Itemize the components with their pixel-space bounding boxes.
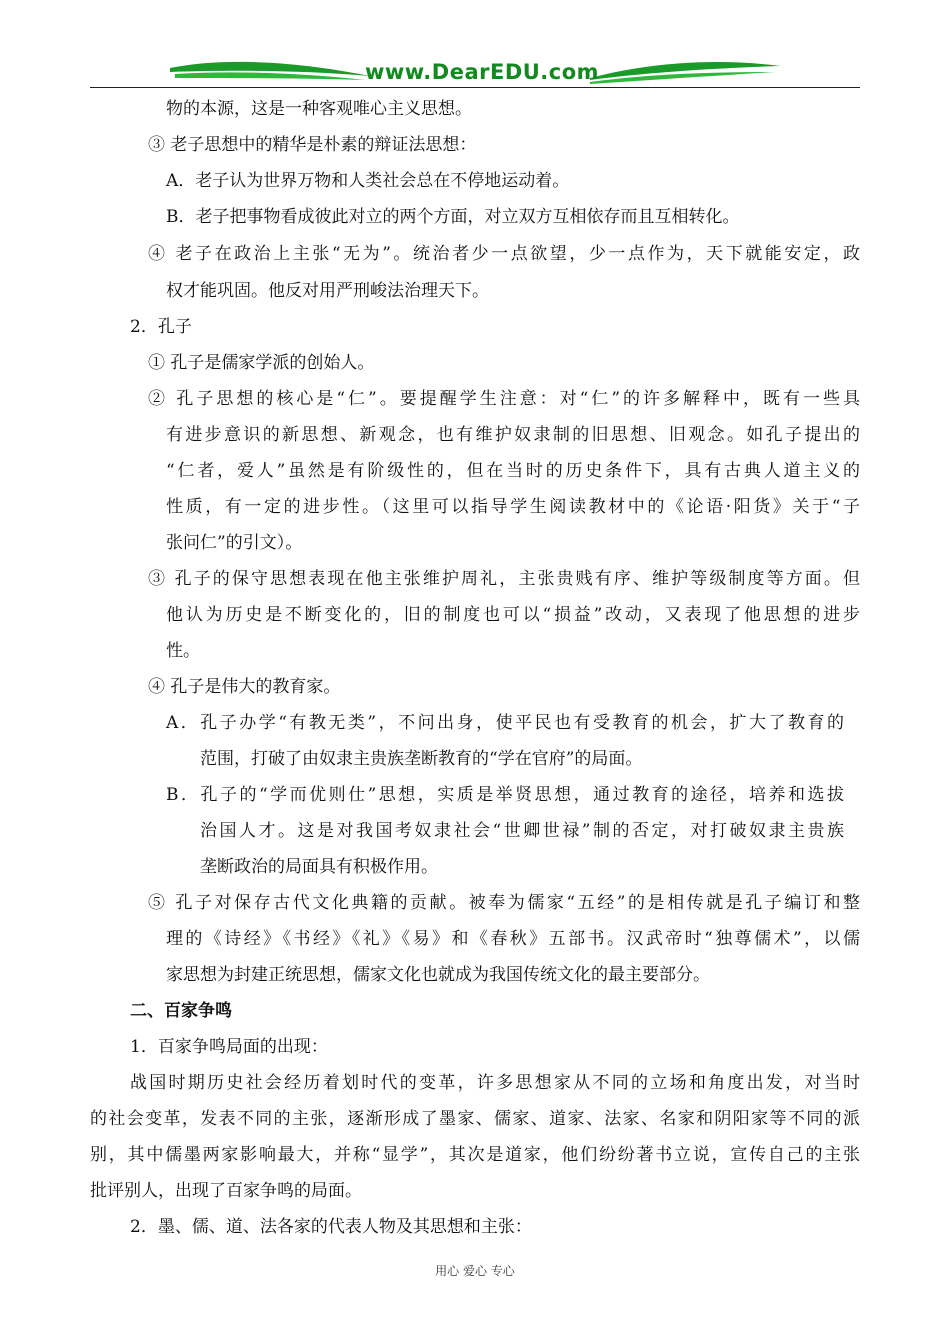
left-swoosh-logo (170, 0, 370, 92)
text-line: ⑤ 孔子对保存古代文化典籍的贡献。被奉为儒家“五经”的是相传就是孔子编订和整 (148, 893, 860, 913)
section-heading: 2．孔子 (130, 317, 192, 337)
text-line: 治国人才。这是对我国考奴隶社会“世卿世禄”制的否定，对打破奴隶主贵族 (200, 821, 844, 841)
right-swoosh-logo (590, 0, 780, 92)
text-line: 有进步意识的新思想、新观念，也有维护奴隶制的旧思想、旧观念。如孔子提出的 (166, 425, 860, 445)
text-line: 批评别人，出现了百家争鸣的局面。 (90, 1181, 362, 1201)
text-line: 2．墨、儒、道、法各家的代表人物及其思想和主张： (130, 1217, 532, 1237)
text-line: ④ 老子在政治上主张“无为”。统治者少一点欲望，少一点作为，天下就能安定，政 (148, 244, 860, 264)
text-line: ④ 孔子是伟大的教育家。 (148, 677, 341, 697)
text-line: A．孔子办学“有教无类”，不问出身，使平民也有受教育的机会，扩大了教育的 (166, 713, 844, 733)
site-logo-text: www.DearEDU.com (364, 60, 600, 84)
text-line: 性质，有一定的进步性。（这里可以指导学生阅读教材中的《论语·阳货》关于“子 (166, 497, 860, 517)
section-heading: 二、百家争鸣 (130, 1001, 232, 1021)
header-divider (90, 87, 860, 88)
text-line: 性。 (166, 641, 200, 661)
text-line: ① 孔子是儒家学派的创始人。 (148, 353, 375, 373)
text-line: ③ 孔子的保守思想表现在他主张维护周礼，主张贵贱有序、维护等级制度等方面。但 (148, 569, 860, 589)
text-line: 家思想为封建正统思想，儒家文化也就成为我国传统文化的最主要部分。 (166, 965, 710, 985)
text-line: B．孔子的“学而优则仕”思想，实质是举贤思想，通过教育的途径，培养和选拔 (166, 785, 844, 805)
text-line: 张问仁”的引文）。 (166, 533, 303, 553)
text-line: 别，其中儒墨两家影响最大，并称“显学”，其次是道家，他们纷纷著书立说，宣传自己的主张 (90, 1145, 860, 1165)
text-line: “仁者，爱人”虽然是有阶级性的，但在当时的历史条件下，具有古典人道主义的 (166, 461, 860, 481)
text-line: 1．百家争鸣局面的出现： (130, 1037, 328, 1057)
text-line: A．老子认为世界万物和人类社会总在不停地运动着。 (166, 171, 570, 191)
page-header (0, 0, 950, 92)
page-footer: 用心 爱心 专心 (435, 1264, 515, 1278)
text-line: 范围，打破了由奴隶主贵族垄断教育的“学在官府”的局面。 (200, 749, 643, 769)
text-line: 的社会变革，发表不同的主张，逐渐形成了墨家、儒家、道家、法家、名家和阴阳家等不同的派 (90, 1109, 860, 1129)
text-line: 他认为历史是不断变化的，旧的制度也可以“损益”改动，又表现了他思想的进步 (166, 605, 860, 625)
document-body (0, 92, 950, 1252)
text-line: 战国时期历史社会经历着划时代的变革，许多思想家从不同的立场和角度出发，对当时 (130, 1073, 860, 1093)
text-line: ② 孔子思想的核心是“仁”。要提醒学生注意：对“仁”的许多解释中，既有一些具 (148, 389, 860, 409)
text-line: 权才能巩固。他反对用严刑峻法治理天下。 (166, 281, 489, 301)
text-line: 垄断政治的局面具有积极作用。 (200, 857, 438, 877)
text-line: 理的《诗经》《书经》《礼》《易》和《春秋》五部书。汉武帝时“独尊儒术”，以儒 (166, 929, 860, 949)
text-line: B．老子把事物看成彼此对立的两个方面，对立双方互相依存而且互相转化。 (166, 207, 740, 227)
text-line: 物的本源，这是一种客观唯心主义思想。 (166, 99, 472, 119)
text-line: ③ 老子思想中的精华是朴素的辩证法思想： (148, 135, 477, 155)
